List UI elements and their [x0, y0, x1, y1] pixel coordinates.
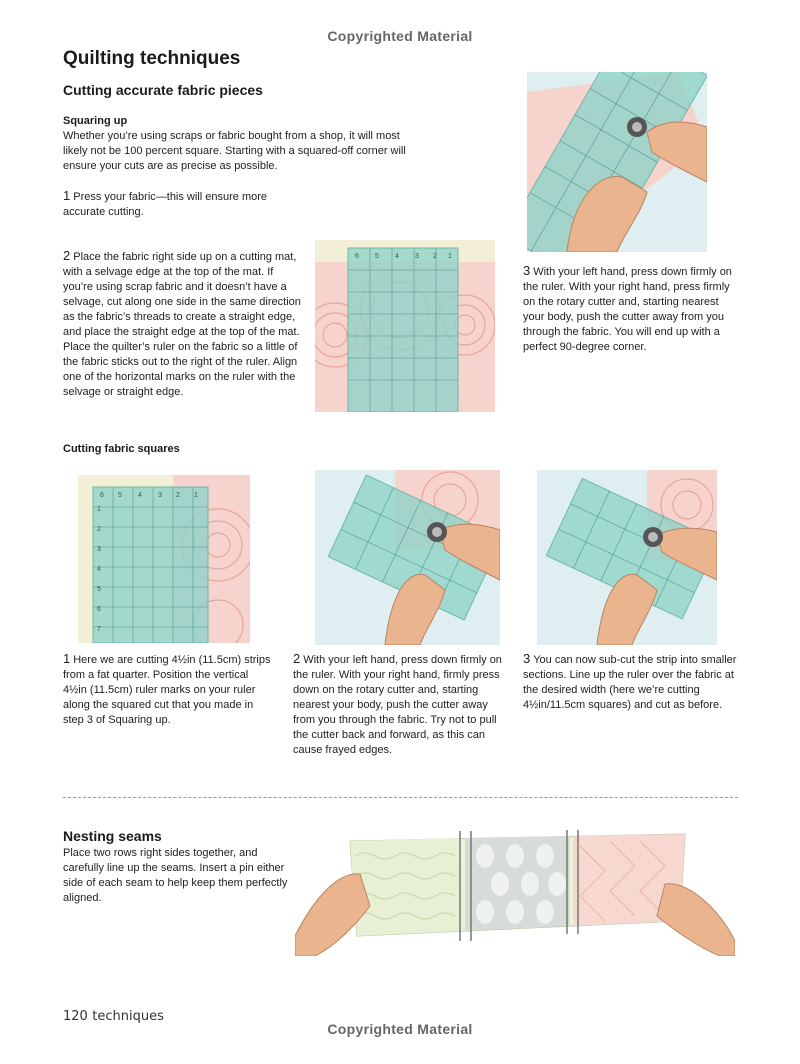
squaring-step-3 [523, 263, 733, 355]
step-number: 2 [293, 651, 301, 666]
svg-text:4: 4 [138, 492, 142, 499]
cutting-step-1 [63, 651, 273, 728]
squaring-step-2 [63, 248, 303, 400]
illustration-nesting-seams [295, 826, 735, 956]
svg-text:6: 6 [97, 606, 101, 613]
illustration-cutting-step-1 [78, 475, 250, 643]
step-number: 1 [63, 651, 71, 666]
watermark-bottom: Copyrighted Material [327, 1021, 473, 1037]
squaring-step-1 [63, 188, 273, 220]
page-title: Quilting techniques [63, 48, 241, 69]
footer-section: techniques [92, 1009, 164, 1024]
svg-text:2: 2 [433, 253, 437, 260]
svg-text:3: 3 [97, 546, 101, 553]
svg-text:4: 4 [395, 253, 399, 260]
svg-text:6: 6 [100, 492, 104, 499]
hand-cutter-illustration [315, 470, 500, 645]
watermark-top: Copyrighted Material [327, 28, 473, 44]
nesting-seams-heading: Nesting seams [63, 828, 162, 844]
cutting-step-2 [293, 651, 511, 758]
step-text: You can now sub-cut the strip into smaller sections. Line up the ruler over the fabric at the desired width (here we’re cutting 4½in/11.5cm squares) and cut as before. [523, 654, 737, 711]
step-text: With your left hand, press down firmly on the ruler. With your right hand, firmly press down on the rotary cutter and, starting nearest your body, push the cutter away from you through the fabric. Try not to pull the cutter back and forward, as this can cause frayed edges. [293, 654, 502, 756]
squaring-up-intro: Whether you’re using scraps or fabric bought from a shop, it will most likely not be 100 percent square. Starting with a squared-off corner will ensure your cuts are as precise as possible. [63, 130, 406, 172]
illustration-cutting-step-3 [537, 470, 717, 645]
illustration-cutting-step-2 [315, 470, 500, 645]
step-number: 3 [523, 263, 531, 278]
ruler-on-fabric-illustration [315, 240, 495, 412]
squaring-up-heading: Squaring up [63, 115, 128, 127]
svg-text:4: 4 [97, 566, 101, 573]
svg-text:6: 6 [355, 253, 359, 260]
svg-text:1: 1 [194, 492, 198, 499]
page-number: 120 [63, 1009, 88, 1024]
step-number: 1 [63, 188, 71, 203]
illustration-squaring-step-2 [315, 240, 495, 412]
svg-text:5: 5 [375, 253, 379, 260]
step-number: 3 [523, 651, 531, 666]
svg-text:3: 3 [158, 492, 162, 499]
section-divider [63, 797, 738, 798]
step-text: Here we are cutting 4½in (11.5cm) strips from a fat quarter. Position the vertical 4½in (11.5cm) ruler marks on your ruler along the squared cut that you made in step 3 of Squaring up. [63, 654, 271, 726]
section-title: Cutting accurate fabric pieces [63, 82, 263, 98]
fabric-rows-illustration [295, 826, 735, 956]
step-text: With your left hand, press down firmly on the ruler. With your right hand, press firmly on the rotary cutter and, starting nearest your body, push the cutter away from you through the fabric. You will end up with a perfect 90-degree corner. [523, 266, 732, 353]
svg-text:2: 2 [176, 492, 180, 499]
illustration-squaring-step-3 [527, 72, 707, 252]
svg-text:5: 5 [97, 586, 101, 593]
step-number: 2 [63, 248, 71, 263]
hand-cutter-illustration [527, 72, 707, 252]
svg-text:1: 1 [448, 253, 452, 260]
step-text: Place the fabric right side up on a cutting mat, with a selvage edge at the top of the mat. If you’re using scrap fabric and it doesn’t have a selvage, cut along one side in the same direction as the fabric’s threads to create a straight edge, and place the straight edge at the top of the mat. Place the quilter’s ruler on the fabric so a little of the fabric sticks out to the right of the ruler. Align one of the horizontal marks on the ruler with the selvage or straight edge. [63, 251, 301, 398]
nesting-seams-text: Place two rows right sides together, and carefully line up the seams. Insert a pin either side of each seam to help keep them perfectly aligned. [63, 847, 288, 904]
ruler-grid-illustration [78, 475, 250, 643]
svg-text:2: 2 [97, 526, 101, 533]
hand-cutter-illustration [537, 470, 717, 645]
svg-text:5: 5 [118, 492, 122, 499]
step-text: Press your fabric—this will ensure more accurate cutting. [63, 191, 268, 218]
cutting-squares-heading: Cutting fabric squares [63, 443, 180, 455]
svg-text:3: 3 [415, 253, 419, 260]
svg-text:1: 1 [97, 506, 101, 513]
cutting-step-3 [523, 651, 741, 713]
svg-text:7: 7 [97, 626, 101, 633]
